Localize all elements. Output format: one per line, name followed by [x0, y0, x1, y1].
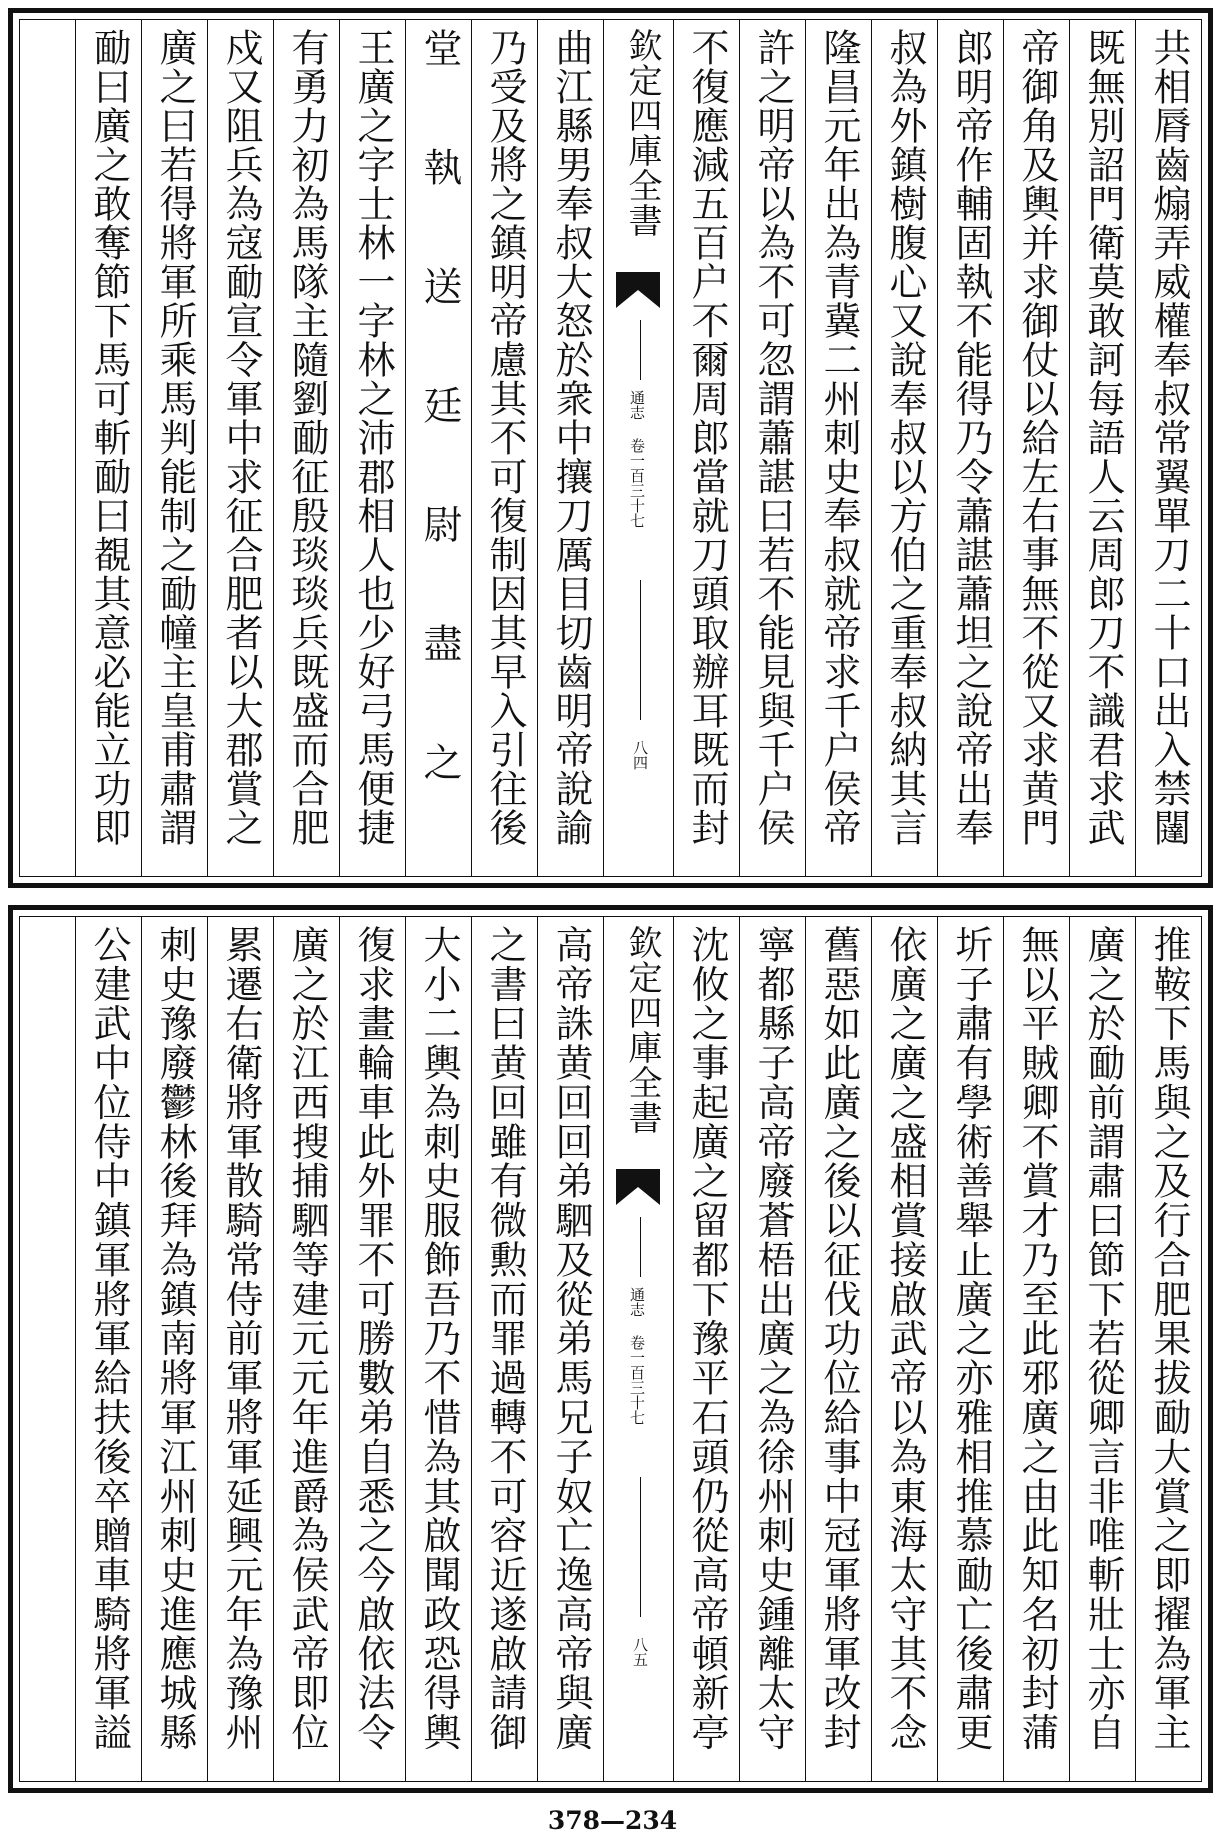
text-column: 叔為外鎮樹腹心又說奉叔以方伯之重奉叔納其言	[871, 20, 937, 876]
folio-number: 八四	[631, 740, 649, 770]
text-column: 復求畫輪車此外罪不可勝數弟自悉之今啟依法令	[339, 917, 405, 1781]
juan-number: 卷一百三十七	[628, 1335, 646, 1425]
text-column: 推鞍下馬與之及行合肥果拔勔大賞之即擢為軍主	[1135, 917, 1201, 1781]
section-label	[628, 390, 646, 528]
text-column: 王廣之字士林一字林之沛郡相人也少好弓馬便捷	[339, 20, 405, 876]
fold-rule	[640, 580, 641, 720]
page-number: 378—234	[547, 1806, 678, 1835]
text-column: 堂執送廷尉盡之	[405, 20, 471, 876]
text-column: 累遷右衛將軍散騎常侍前軍將軍延興元年為豫州	[207, 917, 273, 1781]
text-column: 無以平賊卿不賞才乃至此邪廣之由此知名初封蒲	[1003, 917, 1069, 1781]
text-column: 高帝誅黄回回弟駟及從弟馬兄子奴亡逸高帝與廣	[537, 917, 603, 1781]
text-column: 有勇力初為馬隊主隨劉勔征殷琰琰兵既盛而合肥	[273, 20, 339, 876]
text-column: 不復應減五百户不爾周郎當就刀頭取辦耳既而封	[673, 20, 739, 876]
text-column: 廣之於江西搜捕駟等建元元年進爵為侯武帝即位	[273, 917, 339, 1781]
top-columns	[20, 20, 1201, 876]
text-column: 圻子肅有學術善舉止廣之亦雅相推慕勔亡後肅更	[937, 917, 1003, 1781]
fold-rule	[640, 320, 641, 380]
section-title: 通志	[628, 390, 646, 420]
book-title: 欽定四庫全書	[622, 925, 662, 1135]
text-column: 依廣之廣之盛相賞接啟武帝以為東海太守其不念	[871, 917, 937, 1781]
text-column: 廣之曰若得將軍所乘馬判能制之勔幢主皇甫肅謂	[141, 20, 207, 876]
text-column: 沈攸之事起廣之留都下豫平石頭仍從高帝頓新亭	[673, 917, 739, 1781]
page-bottom	[8, 905, 1213, 1793]
bottom-columns	[20, 917, 1201, 1781]
text-column: 寧都縣子高帝廢蒼梧出廣之為徐州刺史鍾離太守	[739, 917, 805, 1781]
text-column: 郎明帝作輔固執不能得乃令蕭諶蕭坦之說帝出奉	[937, 20, 1003, 876]
book-title: 欽定四庫全書	[622, 28, 662, 238]
page-top	[8, 8, 1213, 888]
center-fold	[603, 20, 673, 876]
center-fold	[603, 917, 673, 1781]
juan-number: 卷一百三十七	[628, 438, 646, 528]
text-column: 隆昌元年出為青冀二州刺史奉叔就帝求千户侯帝	[805, 20, 871, 876]
text-column: 共相脣齒煽弄威權奉叔常翼單刀二十口出入禁闥	[1135, 20, 1201, 876]
page-top-frame	[19, 19, 1202, 877]
text-column: 刺史豫廢鬱林後拜為鎮南將軍江州刺史進應城縣	[141, 917, 207, 1781]
text-column: 大小二輿為刺史服飾吾乃不惜為其啟聞政恐得輿	[405, 917, 471, 1781]
text-column: 曲江縣男奉叔大怒於衆中攘刀厲目切齒明帝說諭	[537, 20, 603, 876]
section-label	[628, 1287, 646, 1425]
page-bottom-frame	[19, 916, 1202, 1782]
text-column: 許之明帝以為不可忽謂蕭諶曰若不能見與千户侯	[739, 20, 805, 876]
text-column: 之書曰黄回雖有微勲而罪過轉不可容近遂啟請御	[471, 917, 537, 1781]
fold-rule	[640, 1217, 641, 1277]
section-title: 通志	[628, 1287, 646, 1317]
text-column: 既無別詔門衛莫敢訶每語人云周郎刀不識君求武	[1069, 20, 1135, 876]
text-column: 帝御角及輿并求御仗以給左右事無不從又求黄門	[1003, 20, 1069, 876]
text-column: 乃受及將之鎮明帝慮其不可復制因其早入引往後	[471, 20, 537, 876]
folio-number: 八五	[631, 1637, 649, 1667]
text-column: 廣之於勔前謂肅曰節下若從卿言非唯斬壯士亦自	[1069, 917, 1135, 1781]
fishtail-mark-icon	[616, 1169, 660, 1205]
fishtail-mark-icon	[616, 272, 660, 308]
text-column: 勔曰廣之敢奪節下馬可斬勔曰覩其意必能立功即	[75, 20, 141, 876]
text-column: 公建武中位侍中鎮軍將軍給扶後卒贈車騎將軍謚	[75, 917, 141, 1781]
fold-rule	[640, 1477, 641, 1617]
text-column: 舊惡如此廣之後以征伐功位給事中冠軍將軍改封	[805, 917, 871, 1781]
text-column: 戍又阻兵為寇勔宣令軍中求征合肥者以大郡賞之	[207, 20, 273, 876]
